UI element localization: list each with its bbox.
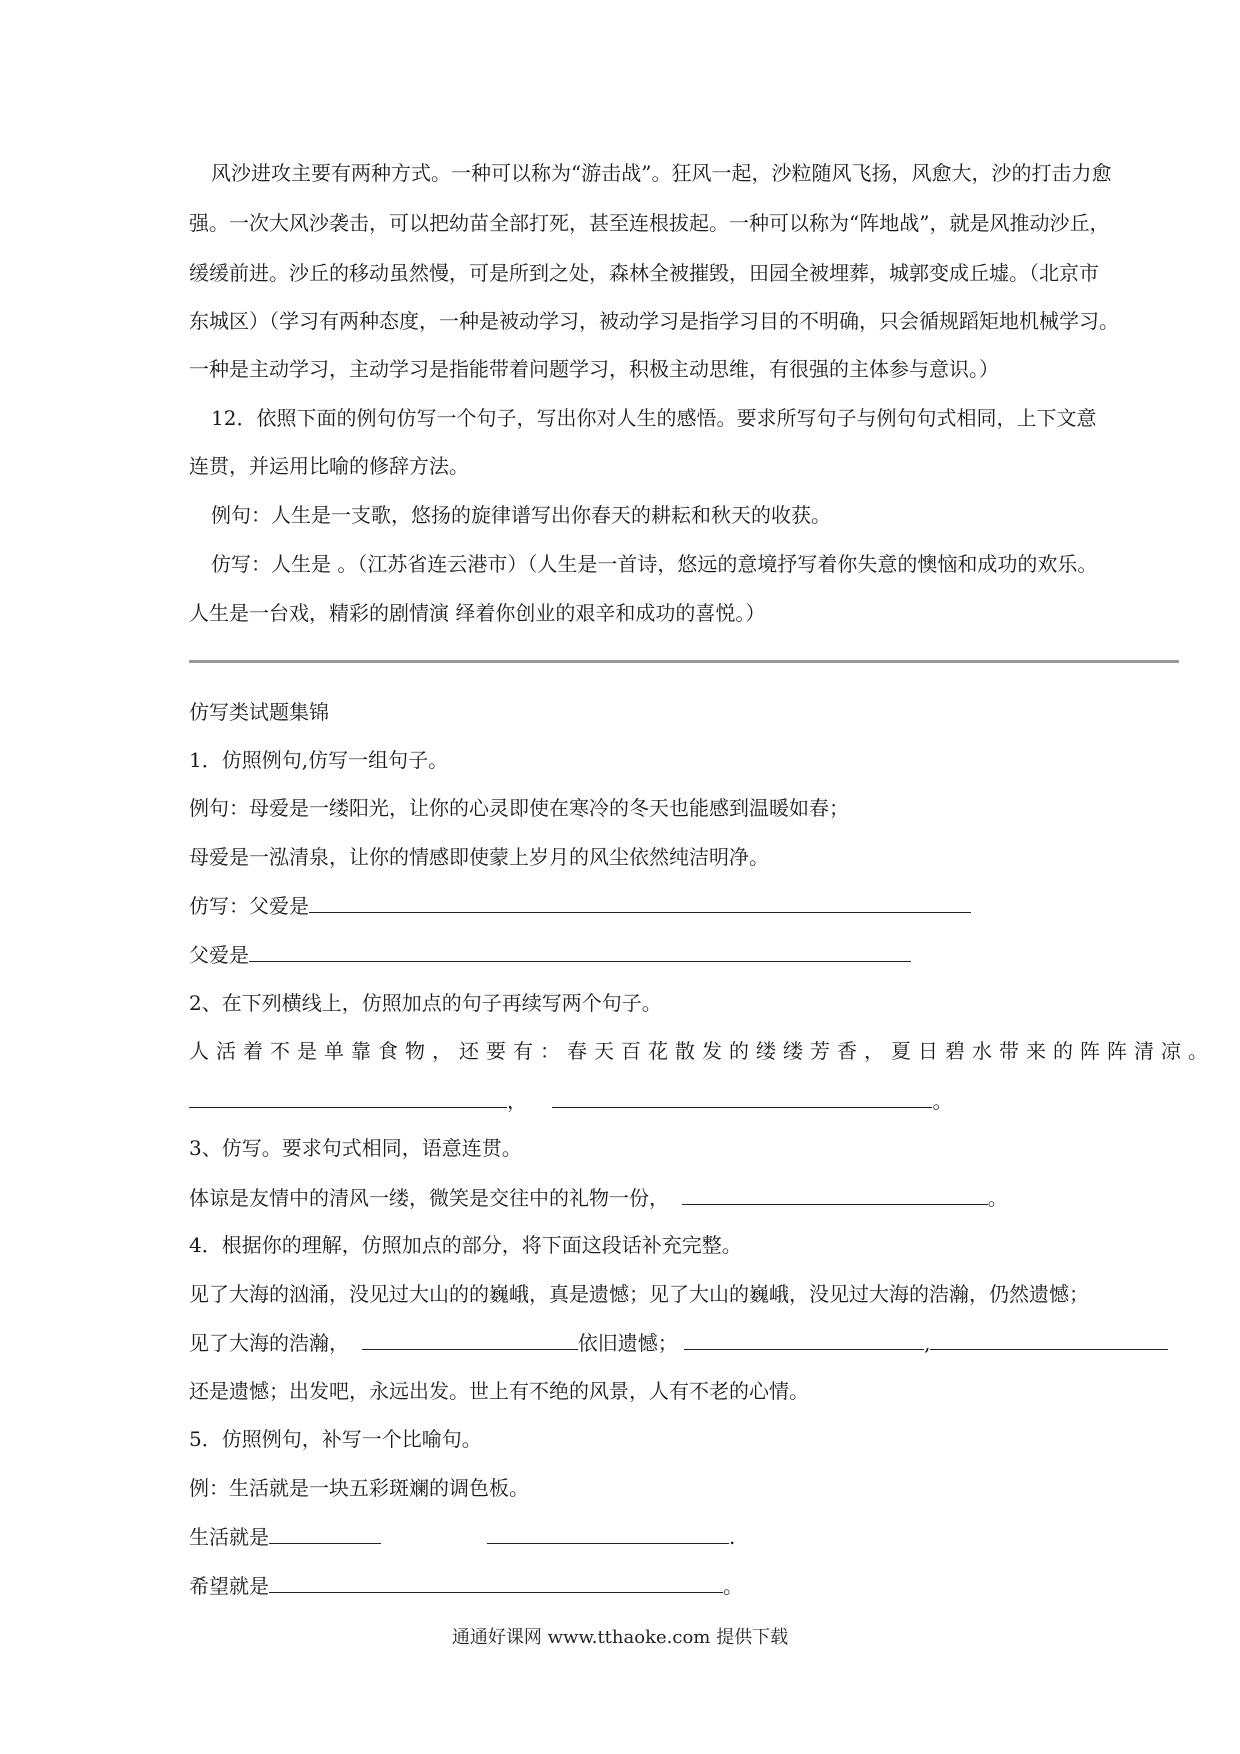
q5-fill-2 <box>189 1570 1179 1601</box>
q1-prompt: 1．仿照例句,仿写一组句子。 <box>189 748 449 772</box>
q4-line-1: 见了大海的汹涌，没见过大山的的巍峨，真是遗憾；见了大山的巍峨，没见过大海的浩瀚，仍然遗憾； <box>189 1282 1089 1306</box>
q2-answer-blank-1[interactable] <box>189 1085 507 1108</box>
q2-comma: ， <box>507 1089 527 1113</box>
q4-line-2-middle: 依旧遗憾； <box>577 1331 678 1355</box>
q12-imitate: 仿写：人生是 。（江苏省连云港市）（人生是一首诗，悠远的意境抒写着你失意的懊恼和成功的欢乐。 <box>211 552 1098 576</box>
q5-fill-1-label: 生活就是 <box>189 1525 269 1549</box>
passage-line-5: 一种是主动学习，主动学习是指能带着问题学习，积极主动思维，有很强的主体参与意识。） <box>189 357 999 381</box>
q5-answer-blank-2[interactable] <box>487 1521 729 1544</box>
q2-period: 。 <box>932 1089 953 1113</box>
q1-fill-1-label: 仿写：父爱是 <box>189 894 309 918</box>
collection-title: 仿写类试题集锦 <box>189 700 329 724</box>
q5-answer-blank-3[interactable] <box>269 1570 723 1593</box>
q1-fill-2 <box>189 939 1179 970</box>
q2-prompt: 2、在下列横线上，仿照加点的句子再续写两个句子。 <box>189 991 662 1015</box>
q5-fill-1 <box>189 1521 1179 1552</box>
q12-prompt-line-2: 连贯，并运用比喻的修辞方法。 <box>189 454 469 478</box>
q4-answer-blank-1[interactable] <box>362 1327 578 1350</box>
q4-line-3: 还是遗憾；出发吧，永远出发。世上有不绝的风景，人有不老的心情。 <box>189 1379 809 1403</box>
q1-fill-1 <box>189 890 1179 921</box>
q12-imitate-continued: 人生是一台戏，精彩的剧情演 绎着你创业的艰辛和成功的喜悦。） <box>189 601 766 625</box>
q5-prompt: 5．仿照例句，补写一个比喻句。 <box>189 1427 482 1451</box>
q3-period: 。 <box>987 1186 1008 1210</box>
passage-line-4: 东城区）（学习有两种态度，一种是被动学习，被动学习是指学习目的不明确，只会循规蹈矩地机械学习。 <box>189 309 1119 333</box>
q4-prompt: 4．根据你的理解，仿照加点的部分，将下面这段话补充完整。 <box>189 1233 742 1257</box>
q4-line-2-comma: , <box>924 1331 931 1355</box>
passage-line-2: 强。一次大风沙袭击，可以把幼苗全部打死，甚至连根拔起。一种可以称为“阵地战”，就是风推动沙丘， <box>189 211 1110 235</box>
q4-answer-blank-3[interactable] <box>930 1327 1168 1350</box>
q3-sentence-text: 体谅是友情中的清风一缕，微笑是交往中的礼物一份， <box>189 1186 669 1210</box>
q3-sentence <box>189 1182 1179 1213</box>
q1-answer-blank-1[interactable] <box>309 890 971 913</box>
q5-fill-2-end: 。 <box>723 1574 743 1598</box>
q2-fill <box>189 1085 1179 1116</box>
q4-answer-blank-2[interactable] <box>684 1327 924 1350</box>
q4-line-2 <box>189 1327 1179 1358</box>
q5-fill-1-end: . <box>729 1525 736 1549</box>
q4-line-2-start: 见了大海的浩瀚， <box>189 1331 349 1355</box>
q1-example-1: 例句：母爱是一缕阳光，让你的心灵即使在寒冷的冬天也能感到温暖如春； <box>189 796 849 820</box>
q1-answer-blank-2[interactable] <box>249 939 911 962</box>
q5-example: 例：生活就是一块五彩斑斓的调色板。 <box>189 1476 529 1500</box>
passage-line-1: 风沙进攻主要有两种方式。一种可以称为“游击战”。狂风一起，沙粒随风飞扬，风愈大，沙的打击力愈 <box>211 161 1112 185</box>
footer-credit: 通通好课网 www.tthaoke.com 提供下载 <box>451 1627 789 1648</box>
q5-answer-blank-1[interactable] <box>269 1521 381 1544</box>
q1-fill-2-label: 父爱是 <box>189 943 249 967</box>
q12-prompt-line-1: 12．依照下面的例句仿写一个句子，写出你对人生的感悟。要求所写句子与例句句式相同，上下文意 <box>211 406 1097 430</box>
q3-prompt: 3、仿写。要求句式相同，语意连贯。 <box>189 1136 522 1160</box>
passage-line-3: 缓缓前进。沙丘的移动虽然慢，可是所到之处，森林全被摧毁，田园全被埋葬，城郭变成丘墟。（北京市 <box>189 261 1099 285</box>
q5-fill-2-label: 希望就是 <box>189 1574 269 1598</box>
q2-answer-blank-2[interactable] <box>552 1085 932 1108</box>
q3-answer-blank[interactable] <box>682 1182 988 1205</box>
q12-example: 例句：人生是一支歌，悠扬的旋律谱写出你春天的耕耘和秋天的收获。 <box>211 503 831 527</box>
q1-example-2: 母爱是一泓清泉，让你的情感即使蒙上岁月的风尘依然纯洁明净。 <box>189 845 769 869</box>
q2-sentence: 人活着不是单靠食物，还要有：春天百花散发的缕缕芳香，夏日碧水带来的阵阵清凉。 <box>189 1039 1215 1063</box>
section-divider <box>189 660 1179 663</box>
